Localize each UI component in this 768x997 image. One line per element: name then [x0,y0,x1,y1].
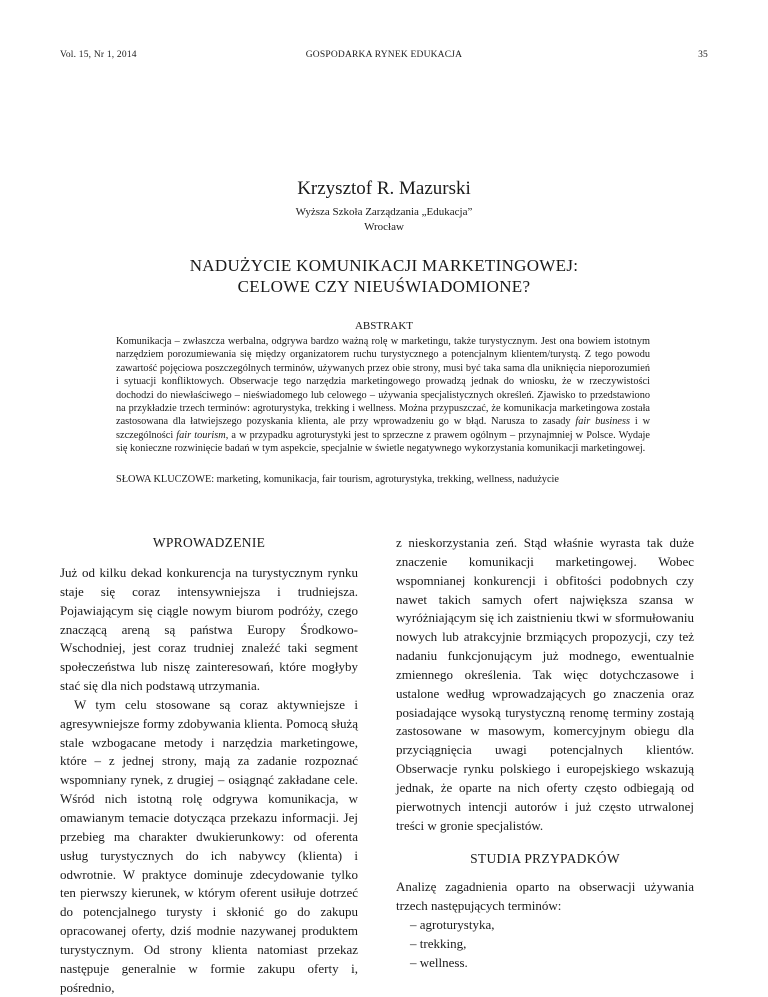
abstract-heading: ABSTRAKT [354,320,414,332]
section-heading-case-studies: STUDIA PRZYPADKÓW [470,850,620,866]
author-affiliation: Wyższa Szkoła Zarządzania „Edukacja” [295,206,473,218]
page-number: 35 [698,50,708,60]
list-item: – agroturystyka, [410,917,495,933]
left-column [60,534,358,997]
keywords: SŁOWA KLUCZOWE: marketing, komunikacja, fair tourism, agroturystyka, trekking, wellness, nadużycie [116,474,559,485]
abstract-text [116,335,650,456]
list-item: – wellness. [410,954,468,970]
abstract-text-part: i w szczególności [116,416,650,441]
author-city: Wrocław [364,221,404,233]
abstract-italic-term: fair tourism [176,429,226,441]
section-heading-introduction: WPROWADZENIE [152,535,266,550]
paragraph: z nieskorzystania zeń. Stąd właśnie wyrasta tak duże znaczenie komunikacji marketingowej. Wobec wspomnianej konkurencji i obfitości podobnych czy nawet takich samych ofert największa szansa w wyróżniającym się ich zaistnieniu tkwi w sformułowaniu nowych lub atrakcyjnie brzmiących propozycji, czy też nadaniu funkcjonującym już modnego, ewentualnie zmiennego określenia. Tak więc dotychczasowe i ustalone według wprowadzających go znaczenia oraz posiadające wysoką turystyczną renomę terminy zostają zastosowane w masowym, komercyjnym obiegu dla przyciągnięcia uwagi potencjalnych klientów. Obserwacje rynku polskiego i europejskiego wskazują jednak, że oparte na nich oferty często odbiegają od pierwotnych intencji autorów i już często utrwalonej treści w gronie specjalistów. [396,535,694,833]
terms-list [396,916,694,973]
article-title-line-1: NADUŻYCIE KOMUNIKACJI MARKETINGOWEJ: [189,256,579,275]
article-title-line-2: CELOWE CZY NIEUŚWIADOMIONE? [237,277,531,296]
paragraph: W tym celu stosowane są coraz aktywniejsze i agresywniejsze formy zdobywania klienta. Pomocą służą stale wzbogacane metody i narzędzia marketingowe, które – z jednej strony, mają za zadanie rozpoznać wspomniany rynek, z drugiej – osiągnąć zakładane cele. Wśród nich istotną rolę odgrywa komunikacja, w omawianym temacie dotycząca przekazu informacji. Jej przebieg ma charakter dwukierunkowy: od oferenta usług turystycznych do ich nabywcy (klienta) i odwrotnie. W praktyce dominuje zdecydowanie tylko ten pierwszy kierunek, w którym oferent usiłuje dotrzeć do potencjalnego turysty i skłonić go do zakupu opracowanej oferty, dziś modnie nazywanej produktem turystycznym. Od strony klienta natomiast przekaz następuje generalnie w formie zakupu oferty i, pośrednio, [60,696,358,995]
abstract-text-part: Komunikacja – zwłaszcza werbalna, odgrywa bardzo ważną rolę w marketingu, także turystycznym. Jest ona bowiem istotnym narzędziem porozumiewania się między organizatorem ruchu turystycznego a potencjalnym klientem/turystą. Z tego powodu zawartość pojęciowa poszczególnych terminów, używanych przez obie strony, musi być taka sama dla uniknięcia nieporozumień i sytuacji konfliktowych. Obserwacje tego narzędzia marketingowego prowadzą jednak do wniosku, że w rzeczywistości dochodzi do niewłaściwego – nieświadomego lub celowego – używania specjalistycznych określeń. Zjawisko to przedstawiono na przykładzie trzech terminów: agroturystyka, trekking i wellness. Można przypuszczać, że komunikacja marketingowa została zastosowana dla łatwiejszego pozyskania klienta, ale przy wprowadzeniu go w błąd. Narusza to zasady [116,336,650,428]
paragraph: Analizę zagadnienia oparto na obserwacji używania trzech następujących terminów: [396,879,694,914]
right-column [396,534,694,973]
list-item: – trekking, [410,935,467,951]
journal-name: GOSPODARKA RYNEK EDUKACJA [305,50,463,60]
volume-info: Vol. 15, Nr 1, 2014 [60,50,137,60]
abstract-text-part: , a w przypadku agroturystyki jest to sprzeczne z prawem ogólnym – przynajmniej w Polsce. Wydaje się konieczne rozwinięcie badań w tym aspekcie, specjalnie w świetle negatywnego wykorzystania komunikacji marketingowej. [116,429,650,455]
paragraph: Już od kilku dekad konkurencja na turystycznym rynku staje się coraz intensywniejsza i trudniejsza. Pojawiającym się ciągle nowym biurom podróży, czego znaczącą areną są państwa Europy Środkowo-Wschodniej, jest coraz trudniej znaleźć taki segment społeczeństwa lub niszę zainteresowań, które mogłyby stać się dla nich podstawą utrzymania. [60,565,358,694]
abstract-italic-term: fair business [575,416,631,428]
running-header [60,50,708,64]
author-name: Krzysztof R. Mazurski [297,178,471,199]
